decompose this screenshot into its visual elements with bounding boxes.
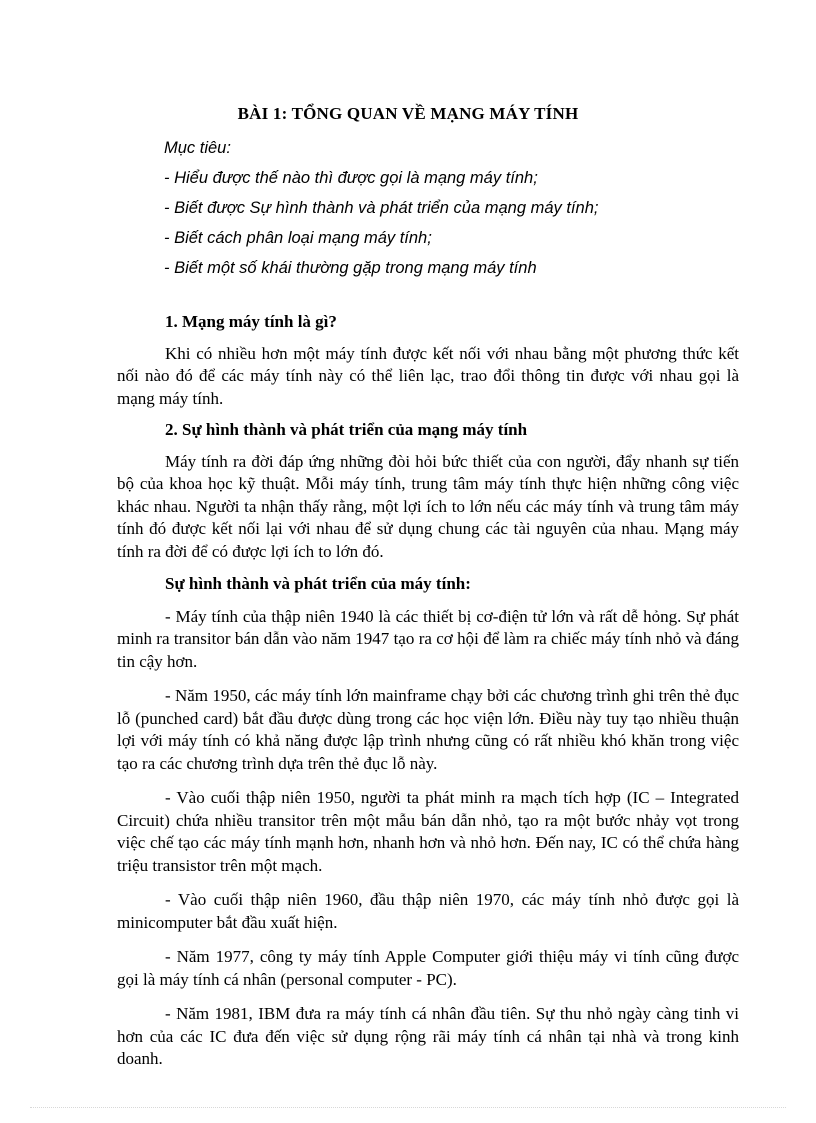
page-footer-divider [30, 1107, 786, 1108]
objective-item: - Biết cách phân loại mạng máy tính; [164, 229, 432, 247]
document-body [117, 311, 739, 1071]
objective-item: - Biết một số khái thường gặp trong mạng máy tính [164, 259, 537, 277]
history-item: - Năm 1981, IBM đưa ra máy tính cá nhân đầu tiên. Sự thu nhỏ ngày càng tinh vi hơn của các IC đưa đến việc sử dụng rộng rãi máy tính cá nhân tại nhà và trong kinh doanh. [117, 1004, 739, 1068]
objectives-label: Mục tiêu: [164, 139, 231, 157]
section-heading-1: 1. Mạng máy tính là gì? [165, 312, 337, 331]
objective-item: - Hiểu được thế nào thì được gọi là mạng máy tính; [164, 169, 538, 187]
section-paragraph-1: Khi có nhiều hơn một máy tính được kết nối với nhau bằng một phương thức kết nối nào đó để các máy tính này có thể liên lạc, trao đổi thông tin được với nhau gọi là mạng máy tính. [117, 343, 739, 408]
page-title: BÀI 1: TỔNG QUAN VỀ MẠNG MÁY TÍNH [237, 104, 579, 123]
section-heading-2: 2. Sự hình thành và phát triển của mạng máy tính [165, 420, 528, 439]
section-paragraph-2: Máy tính ra đời đáp ứng những đòi hỏi bức thiết của con người, đẩy nhanh sự tiến bộ của khoa học kỹ thuật. Mỗi máy tính, trung tâm máy tính thực hiện những công việc khác nhau. Người ta nhận thấy rằng, một lợi ích to lớn nếu các máy tính và trung tâm máy tính đó được kết nối lại với nhau để sử dụng chung các tài nguyên của nhau. Mạng máy tính ra đời để có được lợi ích to lớn đó. [117, 451, 739, 561]
objective-item: - Biết được Sự hình thành và phát triển của mạng máy tính; [164, 199, 599, 217]
history-item: - Năm 1977, công ty máy tính Apple Computer giới thiệu máy vi tính cũng được gọi là máy tính cá nhân (personal computer - PC). [117, 947, 739, 989]
section-heading-3: Sự hình thành và phát triển của máy tính: [165, 574, 471, 593]
objectives-list [164, 133, 724, 283]
history-item: - Vào cuối thập niên 1950, người ta phát minh ra mạch tích hợp (IC – Integrated Circuit) chứa nhiều transitor trên một mẫu bán dẫn nhỏ, tạo ra một bước nhảy vọt trong việc chế tạo các máy tính mạnh hơn, nhanh hơn và nhỏ hơn. Đến nay, IC có thể chứa hàng triệu transistor trên một mạch. [117, 788, 739, 875]
history-item: - Máy tính của thập niên 1940 là các thiết bị cơ-điện tử lớn và rất dễ hỏng. Sự phát minh ra transitor bán dẫn vào năm 1947 tạo ra cơ hội để làm ra chiếc máy tính nhỏ và đáng tin cậy hơn. [117, 606, 739, 671]
history-item: - Năm 1950, các máy tính lớn mainframe chạy bởi các chương trình ghi trên thẻ đục lỗ (punched card) bắt đầu được dùng trong các học viện lớn. Điều này tuy tạo nhiều thuận lợi với máy tính có khả năng được lập trình nhưng cũng có rất nhiều khó khăn trong việc tạo ra các chương trình dựa trên thẻ đục lỗ này. [117, 686, 739, 773]
history-item: - Vào cuối thập niên 1960, đầu thập niên 1970, các máy tính nhỏ được gọi là minicomputer bắt đầu xuất hiện. [117, 890, 739, 932]
